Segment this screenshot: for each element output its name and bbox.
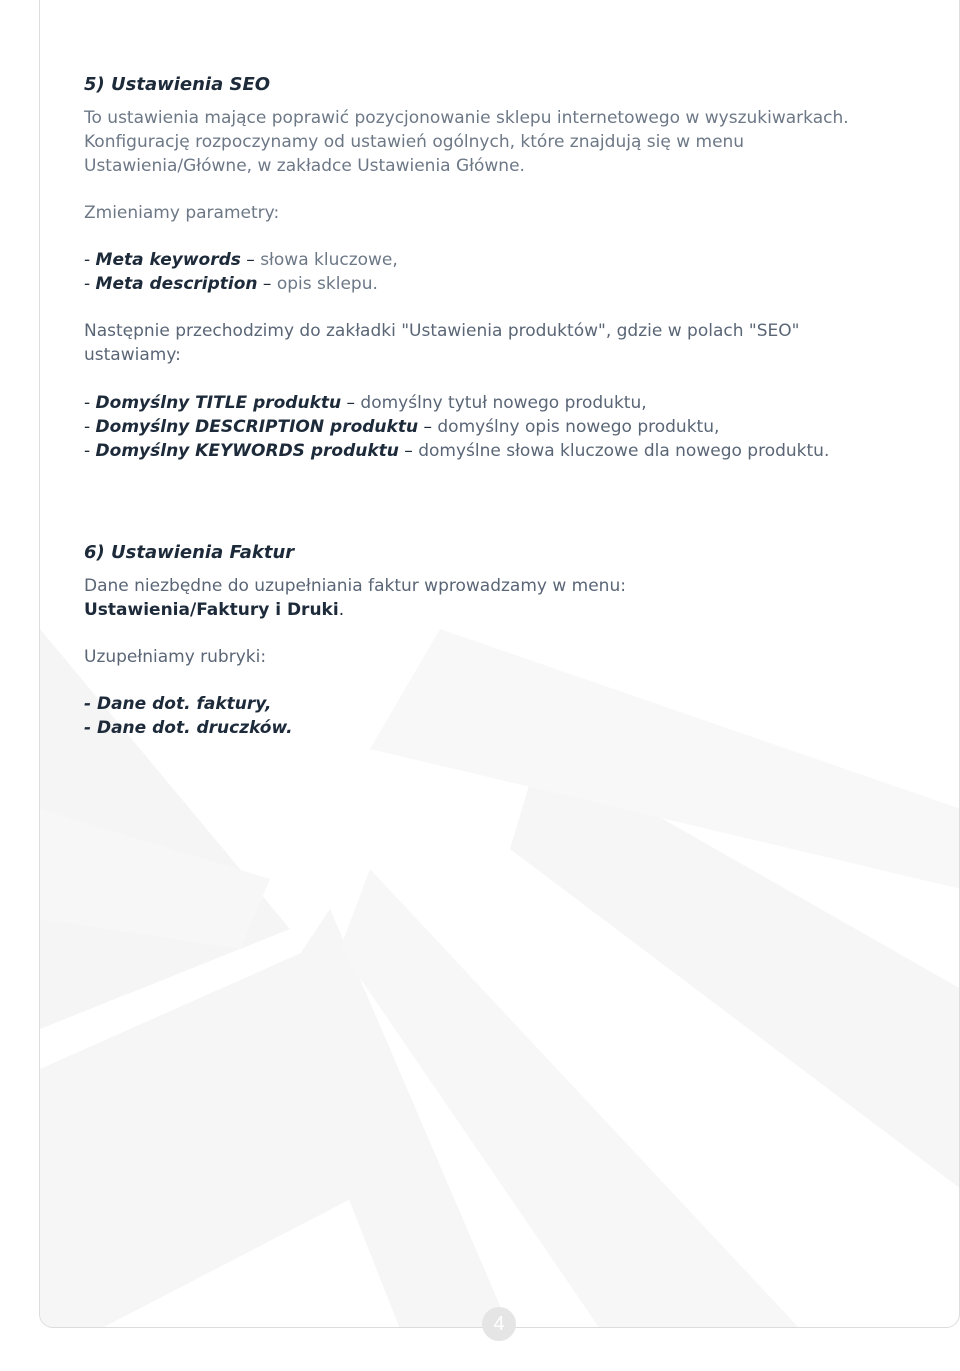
product-param-item [84, 439, 829, 463]
next-step-line-1: Następnie przechodzimy do zakładki "Ustawienia produktów", gdzie w polach "SEO" [84, 321, 800, 341]
product-param-item [84, 415, 719, 439]
param-description: domyślny tytuł nowego produktu, [360, 393, 647, 413]
section-heading-invoices: 6) Ustawienia Faktur [84, 542, 295, 563]
param-item [84, 272, 378, 296]
param-separator: – [418, 417, 438, 437]
fill-intro: Uzupełniamy rubryki: [84, 647, 267, 667]
seo-intro-line-2: Konfigurację rozpoczynamy od ustawień ogólnych, które znajdują się w menu [84, 132, 745, 152]
invoice-item: - Dane dot. faktury, [84, 694, 272, 714]
param-description: domyślne słowa kluczowe dla nowego produktu. [418, 441, 830, 461]
param-prefix: - [84, 393, 96, 413]
param-prefix: - [84, 441, 96, 461]
page-frame [39, 0, 960, 1328]
param-item [84, 248, 398, 272]
param-separator: – [257, 274, 277, 294]
param-separator: – [398, 441, 419, 461]
menu-path-end: . [338, 600, 345, 620]
param-description: domyślny opis nowego produktu, [437, 417, 720, 437]
invoices-menu-path-line [84, 598, 344, 622]
param-description: słowa kluczowe, [260, 250, 398, 270]
param-prefix: - [84, 417, 96, 437]
param-term: Domyślny DESCRIPTION produktu [95, 417, 419, 437]
page-number-badge: 4 [482, 1307, 516, 1341]
param-separator: – [341, 393, 361, 413]
menu-path: Ustawienia/Faktury i Druki [84, 600, 339, 620]
param-term: Domyślny TITLE produktu [95, 393, 342, 413]
invoice-item: - Dane dot. druczków. [84, 718, 293, 738]
param-description: opis sklepu. [276, 274, 378, 294]
param-term: Domyślny KEYWORDS produktu [95, 441, 399, 461]
product-param-item [84, 391, 647, 415]
next-step-line-2: ustawiamy: [84, 345, 181, 365]
param-prefix: - [84, 274, 96, 294]
param-prefix: - [84, 250, 96, 270]
param-term: Meta keywords [95, 250, 241, 270]
param-term: Meta description [95, 274, 258, 294]
seo-intro-line-1: To ustawienia mające poprawić pozycjonowanie sklepu internetowego w wyszukiwarkach. [84, 108, 849, 128]
seo-intro-line-3: Ustawienia/Główne, w zakładce Ustawienia Główne. [84, 156, 525, 176]
invoices-intro: Dane niezbędne do uzupełniania faktur wprowadzamy w menu: [84, 576, 626, 596]
param-separator: – [240, 250, 261, 270]
params-intro: Zmieniamy parametry: [84, 203, 280, 223]
section-heading-seo: 5) Ustawienia SEO [84, 74, 271, 95]
